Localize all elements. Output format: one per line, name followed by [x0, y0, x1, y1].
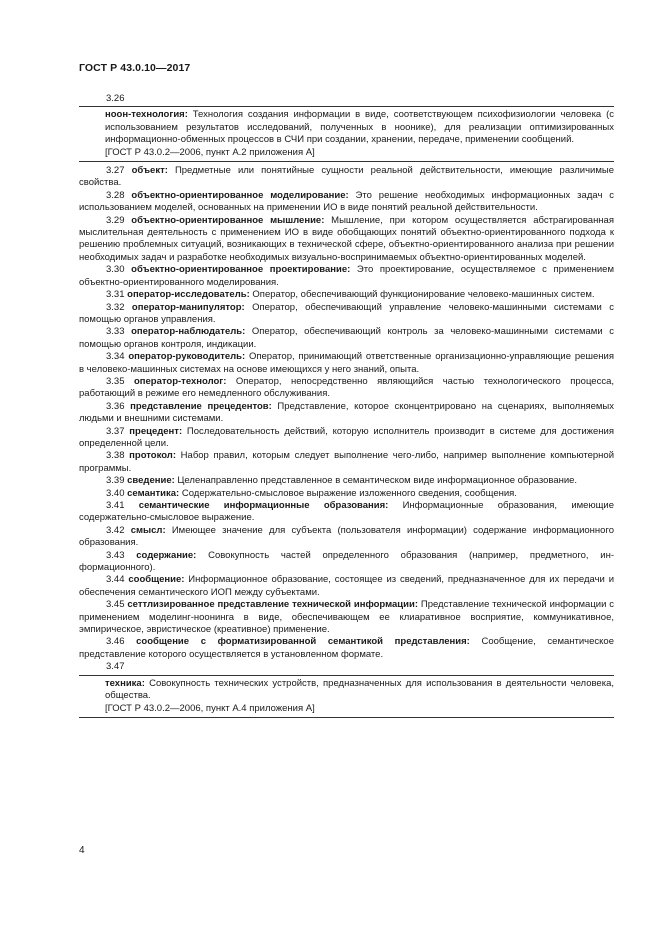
- term: представление прецедентов:: [130, 400, 272, 412]
- definition-entry: [79, 215, 614, 265]
- entry-number: 3.47: [106, 661, 125, 673]
- entry-number: 3.45: [106, 599, 125, 611]
- definition-entry: [79, 599, 614, 636]
- entry-number: 3.33: [106, 326, 125, 338]
- definition-entry: [79, 326, 614, 351]
- term: объектно-ориентированное мышление:: [131, 214, 325, 226]
- definition-text: Это решение необходимых информационных задач с использованием моделей, основанных на применении ИО в виде понятий реальной действительности.: [79, 189, 615, 214]
- definition-entry: [79, 351, 614, 376]
- definition-text: Оператор, обеспечивающий контроль за человеко-машинными системами с помощью органов контроля, индикации.: [79, 326, 614, 350]
- term: сеттлизированное представление технической информации:: [127, 599, 418, 611]
- entry-number: 3.42: [106, 524, 125, 536]
- entry-number: 3.32: [106, 301, 125, 313]
- definition-entry: [79, 289, 614, 301]
- definition-entry: [79, 426, 614, 451]
- definition-entry: [79, 550, 614, 575]
- definition-text: Информационные образования, имеющие содержательно-смысловое выражение.: [79, 500, 614, 524]
- source-reference: [ГОСТ Р 43.0.2—2006, пункт А.4 приложения А]: [105, 702, 315, 714]
- definition-text: Технология создания информации в виде, соответствующем психофизиологии человека (с использованием результатов исследований, полученных в ноонике), для реализации оптимизированных информационно-обменных процессов в СЧИ при создании, хранении, передаче, применении сообщений.: [105, 109, 614, 146]
- definition-text: Совокупность технических устройств, предназначенных для использования в деятельности человека, общества.: [105, 677, 614, 702]
- definition-text: Оператор, обеспечивающий управление человеко-машинными системами с помощью органов управления.: [79, 301, 614, 325]
- definition-text: Набор правил, которым следует выполнение чего-либо, например выполнение компьютерной программы.: [79, 450, 615, 474]
- entry-number: 3.40: [106, 487, 125, 499]
- definition-entry: [79, 500, 614, 525]
- entry-number: 3.39: [106, 475, 125, 487]
- definition-entry: [79, 475, 614, 487]
- entry-number: 3.34: [106, 351, 125, 363]
- entry-number: 3.35: [106, 375, 125, 387]
- term: смысл:: [130, 524, 166, 536]
- entry-number: 3.26: [106, 93, 125, 104]
- term: объектно-ориентированное проектирование:: [131, 264, 351, 276]
- page-number: 4: [79, 845, 85, 856]
- definition-entry: [79, 264, 614, 289]
- document-header: ГОСТ Р 43.0.10—2017: [79, 62, 191, 74]
- definition-text: Предметные или понятийные сущности реальной действительности, имеющие различимые свойства.: [79, 165, 615, 189]
- definition-entry: [79, 574, 614, 599]
- term: ноон-технология:: [105, 109, 188, 121]
- term: оператор-исследователь:: [127, 289, 250, 301]
- definition-text: Содержательно-смысловое выражение изложенного сведения, сообщения.: [179, 487, 517, 499]
- term: оператор-манипулятор:: [131, 301, 245, 313]
- entry-number: 3.46: [106, 636, 125, 648]
- entry-number: 3.28: [106, 189, 125, 201]
- term: семантика:: [127, 487, 180, 499]
- definition-text: Информационное образование, состоящее из сведений, предназначенное для их передачи и обеспечения семантического ИОП между субъектами.: [79, 574, 614, 598]
- definition-text: Это проектирование, осуществляемое с применением объектно-ориентированного моделирования.: [79, 264, 614, 288]
- boxed-definition: [79, 675, 614, 718]
- definition-text: Представление технической информации с применением моделинг-ноонинга в виде, обеспечивающем ее клиаративное восприятие, коммуникативное, эмпирическое, эвристическое (креативное) применение.: [79, 599, 614, 636]
- definition-entry: [79, 190, 614, 215]
- definition-text: Представление, которое сконцентрировано на сценариях, выполняемых людьми и внешними системами.: [79, 400, 614, 425]
- definition-text: Оператор, непосредственно являющийся частью технологического процесса, работающий в режиме его немедленного обслуживания.: [79, 375, 614, 400]
- term: содержание:: [136, 549, 197, 561]
- entry-number: 3.41: [106, 500, 125, 511]
- definition-text: Сообщение, семантическое представление которого осуществляется в установленном формате.: [79, 636, 614, 660]
- term: оператор-наблюдатель:: [131, 326, 246, 338]
- definition-entry: [79, 450, 614, 475]
- entry-number: 3.31: [106, 289, 125, 301]
- definition-entry: [79, 376, 614, 401]
- definition-entry: [79, 302, 614, 327]
- entry-number: 3.27: [106, 165, 125, 177]
- entry-number: 3.38: [106, 450, 125, 462]
- term: сообщение с форматизированной семантикой представления:: [136, 636, 470, 648]
- definition-text: Имеющее значение для субъекта (пользователя информации) содержание информационного образования.: [79, 524, 614, 549]
- entries-list: [79, 165, 614, 661]
- entry-number: 3.29: [106, 214, 125, 226]
- term: оператор-технолог:: [133, 375, 227, 387]
- entry-number: 3.37: [106, 425, 125, 437]
- definition-text: Мышление, при котором осуществляется абстрагированная мыслительная деятельность с применением ИО в виде обобщающих понятий объектно-ориентированного подхода к решению проблемных ситуаций, возникающих в технической сфере, объектно-ориентированного анализа при решении необходимых задач и разработке необходимых визуально-воспринимаемых объектно-ориентированных моделей.: [79, 214, 614, 263]
- source-reference: [ГОСТ Р 43.0.2—2006, пункт А.2 приложения А]: [105, 146, 315, 158]
- definition-entry: [79, 488, 614, 500]
- term: семантические информационные образования:: [138, 500, 389, 511]
- definition-text: Оператор, обеспечивающий функционирование человеко-машинных систем.: [249, 289, 595, 301]
- term: сведение:: [127, 475, 175, 487]
- entry-number: 3.43: [106, 549, 125, 561]
- entry-number: 3.44: [106, 574, 125, 586]
- definition-entry: [79, 636, 614, 661]
- definition-entry: [79, 401, 614, 426]
- term: сообщение:: [128, 574, 185, 586]
- document-body: [79, 93, 614, 721]
- boxed-definition: [79, 106, 614, 162]
- entry-number: 3.36: [106, 400, 125, 412]
- definition-entry: [79, 165, 614, 190]
- definition-text: Последовательность действий, которую исполнитель производит в системе для достижения определенной цели.: [79, 425, 614, 449]
- term: протокол:: [129, 450, 177, 462]
- term: объектно-ориентированное моделирование:: [131, 189, 349, 201]
- definition-text: Целенаправленно представленное в семантическом виде информационное образование.: [174, 475, 578, 487]
- definition-entry: [79, 525, 614, 550]
- term: техника:: [105, 677, 145, 689]
- entry-number: 3.30: [106, 264, 125, 276]
- term: объект:: [131, 165, 168, 177]
- definition-text: Оператор, принимающий ответственные организационно-управляющие решения в человеко-машинных системах на основе имеющихся у него знаний, опыта.: [79, 351, 615, 375]
- term: оператор-руководитель:: [128, 351, 246, 363]
- term: прецедент:: [129, 425, 183, 437]
- definition-text: Совокупность частей определенного образования (например, предметного, информационного).: [79, 549, 614, 574]
